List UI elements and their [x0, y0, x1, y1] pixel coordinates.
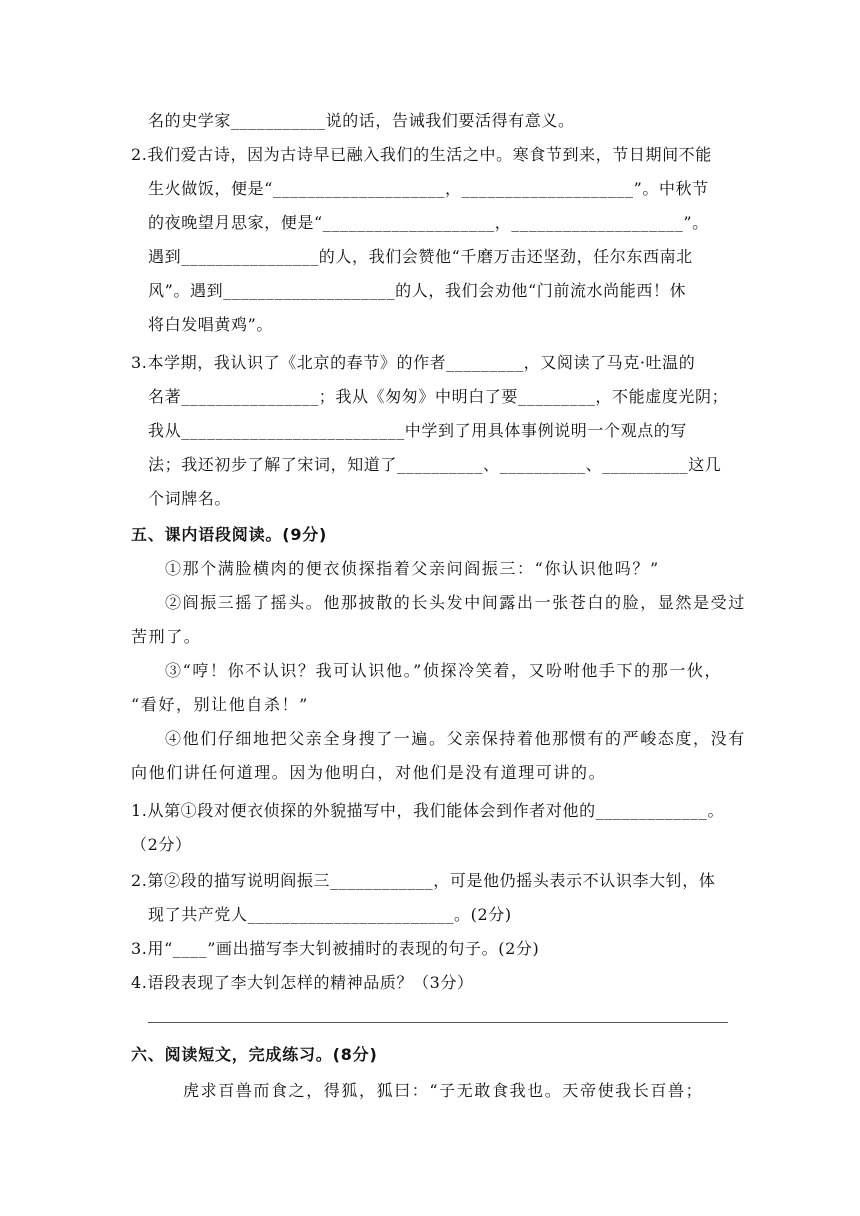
text-line: 现了共产党人________________________。(2分)	[148, 905, 512, 924]
text-line: 风”。遇到____________________的人，我们会劝他“门前流水尚能西！休	[148, 281, 687, 300]
answer-line[interactable]	[148, 1022, 728, 1023]
text-line: 法；我还初步了解了宋词，知道了__________、__________、__________这几	[148, 455, 722, 474]
text-line: 个词牌名。	[148, 489, 232, 508]
section-heading-5: 五、课内语段阅读。(9分)	[131, 525, 328, 544]
question-3: 3.本学期，我认识了《北京的春节》的作者_________，又阅读了马克·吐温的	[131, 353, 696, 372]
passage-paragraph: ②阎振三摇了摇头。他那披散的长头发中间露出一张苍白的脸，显然是受过	[165, 593, 746, 612]
section-heading-6: 六、阅读短文，完成练习。(8分)	[131, 1045, 378, 1064]
passage-paragraph: 虎求百兽而食之，得狐，狐曰：“子无敢食我也。天帝使我长百兽；	[183, 1081, 704, 1100]
text-line: 我从__________________________中学到了用具体事例说明一个观点的写	[148, 421, 688, 440]
text-line: 名著________________；我从《匆匆》中明白了要_________，不能虚度光阴；	[148, 387, 729, 406]
passage-paragraph: ①那个满脸横肉的便衣侦探指着父亲问阎振三：“你认识他吗？”	[165, 559, 660, 578]
passage-text: 向他们讲任何道理。因为他明白，对他们是没有道理可讲的。	[131, 763, 607, 782]
text-line: 生火做饭，便是“____________________，____________________”。中秋节	[148, 179, 709, 198]
passage-paragraph: ④他们仔细地把父亲全身搜了一遍。父亲保持着他那惯有的严峻态度，没有	[165, 729, 746, 748]
text-line: 遇到________________的人，我们会赞他“千磨万击还坚劲，任尔东西南北	[148, 247, 693, 266]
passage-paragraph: ③“哼！你不认识？我可认识他。”侦探冷笑着，又吩咐他手下的那一伙，	[165, 661, 723, 680]
question-2: 2.我们爱古诗，因为古诗早已融入我们的生活之中。寒食节到来，节日期间不能	[131, 145, 712, 164]
question-4: 4.语段表现了李大钊怎样的精神品质？（3分）	[131, 973, 474, 992]
question-3: 3.用“____”画出描写李大钊被捕时的表现的句子。(2分)	[131, 939, 540, 958]
passage-text: “看好，别让他自杀！”	[131, 695, 309, 714]
question-1: 1.从第①段对便衣侦探的外貌描写中，我们能体会到作者对他的_____________。	[131, 801, 725, 820]
passage-text: 苦刑了。	[131, 627, 202, 646]
text-line: 的夜晚望月思家，便是“____________________，____________________”。	[148, 213, 709, 232]
question-1-score: （2分）	[131, 835, 192, 854]
text-line: 将白发唱黄鸡”。	[148, 315, 273, 334]
text-line: 名的史学家___________说的话，告诫我们要活得有意义。	[148, 111, 575, 130]
question-2: 2.第②段的描写说明阎振三____________，可是他仍摇头表示不认识李大钊，体	[131, 871, 716, 890]
